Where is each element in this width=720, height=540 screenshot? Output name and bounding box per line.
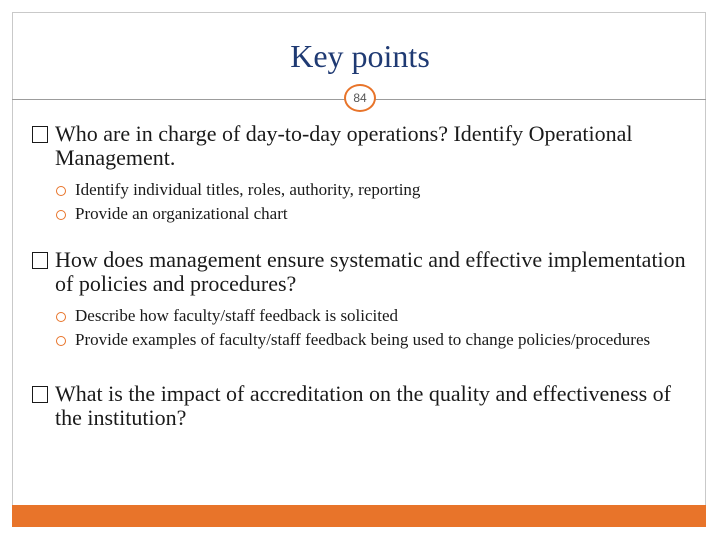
question-text: Who are in charge of day-to-day operations? Identify Operational Management. xyxy=(55,121,633,170)
circle-bullet-icon xyxy=(56,210,66,220)
circle-bullet-icon xyxy=(56,336,66,346)
page-number-badge: 84 xyxy=(344,84,376,112)
checkbox-bullet-icon xyxy=(32,252,48,269)
subpoint-text: Provide an organizational chart xyxy=(75,204,288,223)
slide-content xyxy=(30,122,690,430)
subpoint-list xyxy=(30,180,690,224)
circle-bullet-icon xyxy=(56,312,66,322)
question-item xyxy=(30,248,690,296)
question-item xyxy=(30,382,690,430)
subpoint-list xyxy=(30,306,690,350)
question-item xyxy=(30,122,690,170)
subpoint-item xyxy=(56,306,690,326)
footer-accent-bar xyxy=(12,505,706,527)
subpoint-text: Provide examples of faculty/staff feedback being used to change policies/procedures xyxy=(75,330,651,349)
checkbox-bullet-icon xyxy=(32,386,48,403)
slide-title: Key points xyxy=(290,38,430,74)
question-text: What is the impact of accreditation on the quality and effectiveness of the institution? xyxy=(55,381,671,430)
subpoint-text: Describe how faculty/staff feedback is solicited xyxy=(75,306,399,325)
subpoint-text: Identify individual titles, roles, authority, reporting xyxy=(75,180,421,199)
subpoint-item xyxy=(56,204,690,224)
subpoint-item xyxy=(56,330,690,350)
question-text: How does management ensure systematic and effective implementation of policies and procedures? xyxy=(55,247,686,296)
circle-bullet-icon xyxy=(56,186,66,196)
subpoint-item xyxy=(56,180,690,200)
checkbox-bullet-icon xyxy=(32,126,48,143)
